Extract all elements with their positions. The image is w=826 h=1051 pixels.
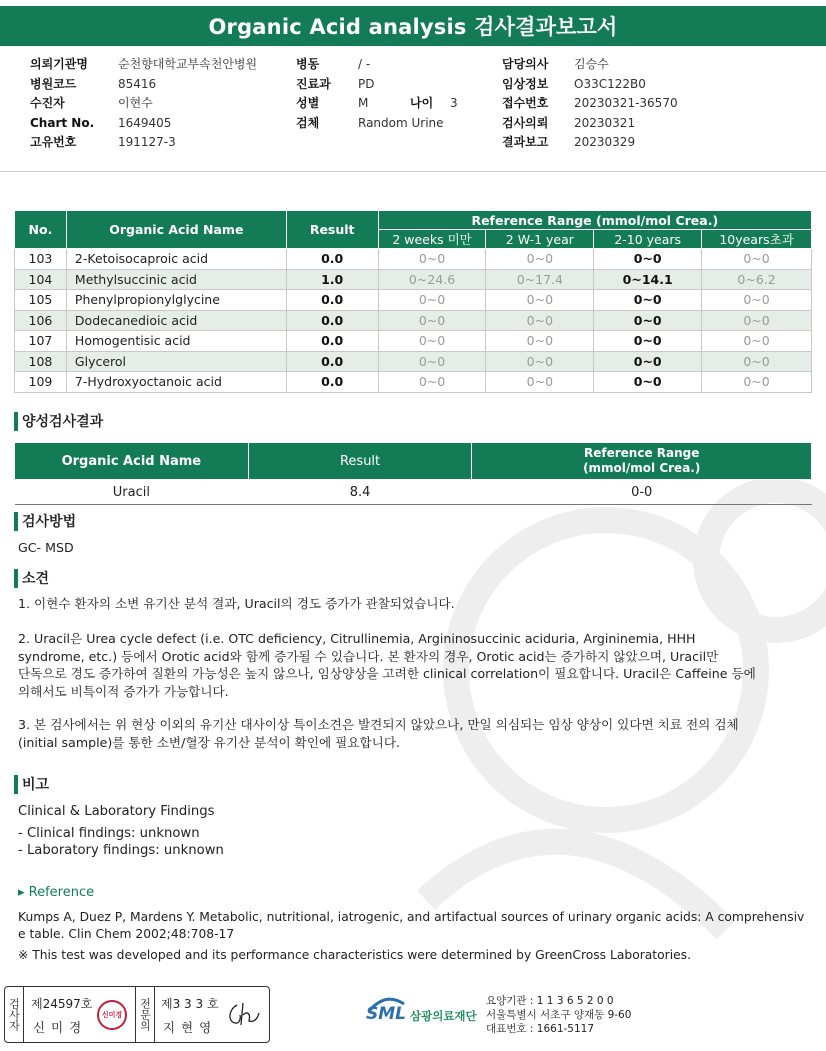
cell-ref-applicable: 0~0	[594, 290, 702, 311]
org-line: 대표번호 : 1661-5117	[486, 1023, 595, 1035]
specialist-license: 제3 3 3 호	[161, 997, 219, 1011]
info-label: 의뢰기관명	[30, 57, 88, 71]
info-value: 김승수	[574, 57, 609, 71]
subheader-age-group: 10years초과	[702, 230, 812, 249]
patient-info-col3	[502, 55, 678, 153]
cell-ref: 0~0	[702, 351, 812, 372]
cell-result: 0.0	[286, 290, 378, 311]
info-value: 85416	[118, 76, 157, 91]
inspector-label: 검사자	[5, 987, 24, 1042]
subheader-age-group: 2-10 years	[594, 230, 702, 249]
table-row	[15, 331, 812, 352]
text-line: Kumps A, Duez P, Mardens Y. Metabolic, nutritional, iatrogenic, and artifactual sources of urinary organic acids: A comprehensiv	[18, 910, 805, 924]
cell-ref: 0-0	[472, 480, 812, 505]
cell-ref: 0~0	[486, 290, 594, 311]
info-label: Chart No.	[30, 115, 95, 130]
section-positive-results	[14, 411, 103, 431]
method-text: GC- MSD	[18, 540, 74, 555]
col-header-reference	[472, 443, 812, 480]
cell-ref: 0~6.2	[702, 269, 812, 290]
inspector-name: 신 미 경	[33, 1020, 83, 1035]
org-line: 서울특별시 서초구 양재동 9-60	[486, 1009, 632, 1021]
footer	[0, 986, 826, 1044]
table-row	[15, 372, 812, 393]
cell-name: Uracil	[15, 480, 249, 505]
finding-paragraph-2	[18, 630, 756, 700]
cell-result: 0.0	[286, 249, 378, 270]
section-remarks	[14, 774, 49, 794]
organic-acid-results-table	[14, 210, 812, 393]
inspector-license: 제24597호	[31, 997, 93, 1011]
info-label: 고유번호	[30, 135, 77, 149]
table-row	[15, 290, 812, 311]
section-title: 소견	[22, 571, 50, 587]
seal-text: 신미경	[101, 1011, 123, 1019]
cell-ref: 0~17.4	[486, 269, 594, 290]
text-line: 단독으로 경도 증가하여 질환의 가능성은 높지 않으나, 임상양상을 고려한 clinical correlation이 필요합니다. Uracil은 Caffeine 등에	[18, 666, 756, 682]
info-value: O33C122B0	[574, 76, 646, 91]
info-value: Random Urine	[358, 115, 444, 130]
cell-no: 106	[15, 310, 67, 331]
signature-box	[4, 986, 270, 1043]
patient-info-col1	[30, 55, 257, 153]
section-method	[14, 511, 76, 531]
cell-result: 8.4	[248, 480, 472, 505]
cell-name: Dodecanedioic acid	[66, 310, 286, 331]
info-label: 결과보고	[502, 135, 549, 149]
text-line: syndrome, etc.) 등에서 Orotic acid와 함께 증가될 수 있습니다. 본 환자의 경우, Orotic acid는 증가하지 않았으며, Uracil만	[18, 648, 719, 664]
specialist-label: 전문의	[135, 987, 155, 1042]
info-label: 수진자	[30, 96, 65, 110]
info-value: 1649405	[118, 115, 172, 130]
info-value: 20230321-36570	[574, 96, 678, 110]
cell-ref: 0~0	[486, 249, 594, 270]
cell-result: 0.0	[286, 331, 378, 352]
text-line: 3. 본 검사에서는 위 현상 이외의 유기산 대사이상 특이소견은 발견되지 않았으나, 만일 의심되는 임상 양상이 있다면 치료 전의 검체	[18, 717, 739, 732]
info-value: 20230329	[574, 135, 636, 149]
finding-paragraph-1: 1. 이현수 환자의 소변 유기산 분석 결과, Uracil의 경도 증가가 관찰되었습니다.	[18, 596, 455, 611]
cell-ref: 0~0	[378, 351, 486, 372]
org-contact	[486, 994, 631, 1036]
org-line: 요양기관 : 1 1 3 6 5 2 0 0	[486, 995, 614, 1007]
col-header-reference: Reference Range (mmol/mol Crea.)	[378, 211, 811, 230]
cell-ref: 0~0	[486, 351, 594, 372]
info-label: 검체	[296, 115, 320, 130]
cell-result: 0.0	[286, 351, 378, 372]
cell-no: 104	[15, 269, 67, 290]
section-marker	[14, 512, 18, 531]
cell-ref: 0~0	[486, 310, 594, 331]
specialist-name: 지 현 영	[163, 1020, 213, 1035]
signature-icon	[225, 999, 261, 1029]
col-header-name: Organic Acid Name	[15, 443, 249, 480]
header-divider	[0, 171, 826, 172]
section-marker	[14, 412, 18, 431]
finding-paragraph-3	[18, 716, 739, 751]
info-value: 20230321	[574, 115, 636, 130]
info-label: 임상정보	[502, 76, 549, 91]
seal-stamp	[97, 1000, 127, 1030]
cell-name: Phenylpropionylglycine	[66, 290, 286, 311]
positive-results-table	[14, 442, 812, 505]
patient-info-col2	[296, 55, 458, 133]
report-title: Organic Acid analysis 검사결과보고서	[0, 6, 826, 46]
remarks-heading: Clinical & Laboratory Findings	[18, 804, 215, 819]
logo-text: SML	[366, 1004, 406, 1024]
cell-ref: 0~0	[378, 331, 486, 352]
info-value: 191127-3	[118, 135, 176, 149]
table-row	[15, 310, 812, 331]
section-title: 검사방법	[22, 514, 77, 530]
ref-header-line: (mmol/mol Crea.)	[583, 461, 701, 475]
cell-ref: 0~0	[702, 372, 812, 393]
cell-name: Homogentisic acid	[66, 331, 286, 352]
cell-no: 107	[15, 331, 67, 352]
cell-ref: 0~0	[378, 290, 486, 311]
cell-name: Glycerol	[66, 351, 286, 372]
info-value: M	[358, 96, 369, 110]
col-header-name: Organic Acid Name	[66, 211, 286, 249]
cell-ref-applicable: 0~0	[594, 351, 702, 372]
cell-name: 2-Ketoisocaproic acid	[66, 249, 286, 270]
col-header-result: Result	[286, 211, 378, 249]
cell-result: 0.0	[286, 372, 378, 393]
age-label: 나이	[410, 96, 434, 110]
info-label: 검사의뢰	[502, 115, 549, 130]
info-label: 접수번호	[502, 96, 549, 110]
section-title: 양성검사결과	[22, 414, 104, 430]
cell-no: 109	[15, 372, 67, 393]
org-name: 삼광의료재단	[410, 1009, 477, 1023]
cell-result: 0.0	[286, 310, 378, 331]
info-label: 담당의사	[502, 57, 549, 71]
info-value: / -	[358, 57, 371, 71]
cell-no: 103	[15, 249, 67, 270]
subheader-age-group: 2 W-1 year	[486, 230, 594, 249]
table-row	[15, 351, 812, 372]
reference-heading: ▸ Reference	[18, 885, 95, 900]
section-marker	[14, 569, 18, 588]
text-line: e table. Clin Chem 2002;48:708-17	[18, 927, 235, 941]
col-header-no: No.	[15, 211, 67, 249]
cell-ref-applicable: 0~0	[594, 331, 702, 352]
cell-ref-applicable: 0~0	[594, 372, 702, 393]
info-label: 병동	[296, 57, 320, 71]
table-row	[15, 249, 812, 270]
cell-ref: 0~0	[378, 249, 486, 270]
remarks-line: - Clinical findings: unknown	[18, 826, 200, 841]
info-label: 진료과	[296, 76, 331, 91]
cell-name: 7-Hydroxyoctanoic acid	[66, 372, 286, 393]
cell-ref: 0~0	[486, 372, 594, 393]
text-line: 2. Uracil은 Urea cycle defect (i.e. OTC deficiency, Citrullinemia, Argininosuccinic aciduria, Argininemia, HHH	[18, 631, 696, 646]
cell-ref: 0~0	[702, 331, 812, 352]
section-findings	[14, 568, 49, 588]
text-line: 의해서도 비특이적 증가가 가능합니다.	[18, 683, 229, 699]
info-label: 성별	[296, 96, 320, 110]
cell-ref-applicable: 0~0	[594, 249, 702, 270]
info-value: 순천향대학교부속천안병원	[118, 57, 258, 71]
sml-logo-icon	[366, 992, 408, 1028]
cell-no: 108	[15, 351, 67, 372]
section-marker	[14, 775, 18, 794]
cell-ref-applicable: 0~0	[594, 310, 702, 331]
info-label: 병원코드	[30, 76, 77, 91]
cell-ref: 0~0	[702, 249, 812, 270]
section-title: 비고	[22, 777, 50, 793]
col-header-result: Result	[248, 443, 472, 480]
cell-ref: 0~0	[378, 310, 486, 331]
cell-ref: 0~24.6	[378, 269, 486, 290]
table-row	[15, 269, 812, 290]
info-value: PD	[358, 76, 375, 91]
org-logo	[366, 992, 477, 1028]
cell-ref: 0~0	[702, 290, 812, 311]
reference-citation	[18, 909, 804, 943]
cell-no: 105	[15, 290, 67, 311]
ref-header-line: Reference Range	[584, 446, 700, 460]
cell-ref: 0~0	[378, 372, 486, 393]
reference-note: ※ This test was developed and its performance characteristics were determined by GreenCross Laboratories.	[18, 948, 692, 962]
text-line: (initial sample)를 통한 소변/혈장 유기산 분석이 확인에 필요합니다.	[18, 734, 400, 750]
cell-ref: 0~0	[486, 331, 594, 352]
cell-ref: 0~0	[702, 310, 812, 331]
cell-result: 1.0	[286, 269, 378, 290]
cell-name: Methylsuccinic acid	[66, 269, 286, 290]
table-row	[15, 480, 812, 505]
remarks-line: - Laboratory findings: unknown	[18, 843, 224, 858]
subheader-age-group: 2 weeks 미만	[378, 230, 486, 249]
info-value: 이현수	[118, 96, 153, 110]
age-value: 3	[450, 96, 458, 110]
cell-ref-applicable: 0~14.1	[594, 269, 702, 290]
